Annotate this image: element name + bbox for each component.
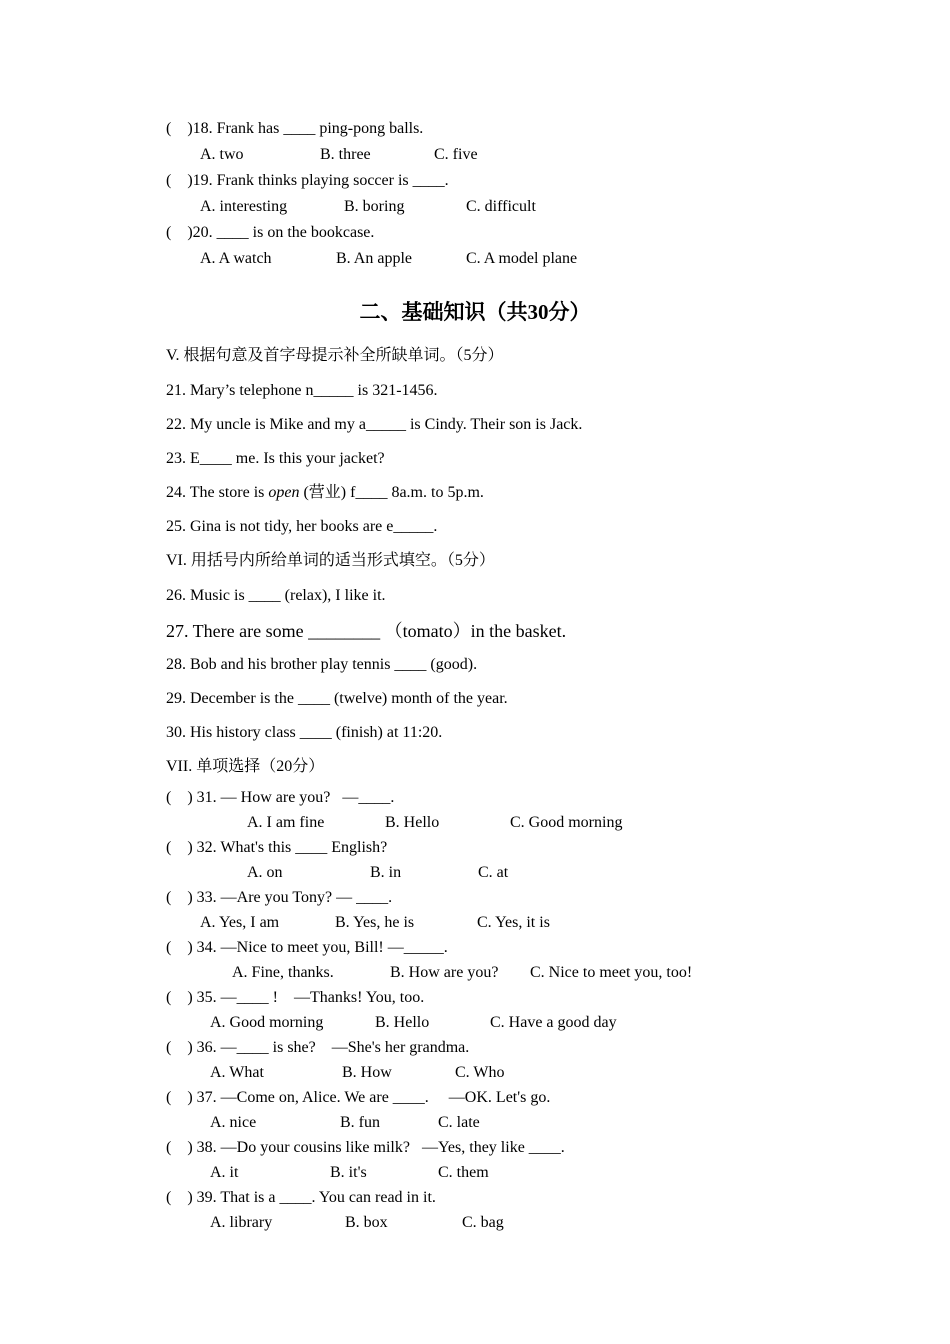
item-row-23 [166, 449, 850, 468]
option-a-39: A. library [210, 1214, 273, 1231]
option-c-34: C. Nice to meet you, too! [530, 964, 693, 981]
item-24-text: (营业) f____ 8a.m. to 5p.m. [299, 484, 484, 501]
option-b-35: B. Hello [375, 1014, 430, 1031]
option-c-32: C. at [478, 864, 509, 881]
option-b-32: B. in [370, 864, 402, 881]
item-27-text: 27. There are some ________ （tomato）in the basket. [166, 621, 567, 641]
option-c-35: C. Have a good day [490, 1014, 617, 1031]
question-row-18: ( )18. Frank has ____ ping-pong balls. [166, 120, 424, 137]
options-row-18 [166, 142, 850, 168]
item-24-italic-word: open [268, 484, 300, 501]
option-a-20: A. A watch [200, 250, 272, 267]
section-vii-title: VII. 单项选择（20分） [166, 758, 325, 775]
option-c-33: C. Yes, it is [477, 914, 550, 931]
options-row-31 [166, 810, 850, 835]
item-23-text: 23. E____ me. Is this your jacket? [166, 450, 385, 467]
option-a-18: A. two [200, 146, 244, 163]
option-a-32: A. on [247, 864, 283, 881]
option-a-19: A. interesting [200, 198, 288, 215]
question-row-35: ( ) 35. —____ ! —Thanks! You, too. [166, 989, 425, 1006]
question-row-39: ( ) 39. That is a ____. You can read in it. [166, 1189, 436, 1206]
section-vii [0, 757, 950, 1235]
listening-questions-section [0, 116, 950, 272]
option-b-38: B. it's [330, 1164, 367, 1181]
item-row-30 [166, 723, 850, 742]
question-row-32: ( ) 32. What's this ____ English? [166, 839, 388, 856]
options-row-36 [166, 1060, 850, 1085]
option-b-36: B. How [342, 1064, 392, 1081]
question-row-38: ( ) 38. —Do your cousins like milk? —Yes, they like ____. [166, 1139, 565, 1156]
option-c-31: C. Good morning [510, 814, 623, 831]
option-c-37: C. late [438, 1114, 480, 1131]
option-c-36: C. Who [455, 1064, 505, 1081]
section-v-title: V. 根据句意及首字母提示补全所缺单词。（5分） [166, 347, 504, 364]
question-row-31: ( ) 31. — How are you? —____. [166, 789, 395, 806]
option-b-33: B. Yes, he is [335, 914, 415, 931]
section-vi [0, 551, 950, 742]
question-row-33: ( ) 33. —Are you Tony? — ____. [166, 889, 393, 906]
options-row-39 [166, 1210, 850, 1235]
option-c-19: C. difficult [466, 198, 536, 215]
section-heading: 二、基础知识（共30分） [359, 300, 591, 324]
section-v [0, 346, 950, 536]
item-25-text: 25. Gina is not tidy, her books are e_____. [166, 518, 438, 535]
options-row-38 [166, 1160, 850, 1185]
option-c-38: C. them [438, 1164, 489, 1181]
question-row-20: ( )20. ____ is on the bookcase. [166, 224, 375, 241]
item-row-29 [166, 689, 850, 708]
options-row-35 [166, 1010, 850, 1035]
item-row-25 [166, 517, 850, 536]
options-row-32 [166, 860, 850, 885]
option-a-34: A. Fine, thanks. [232, 964, 334, 981]
option-b-31: B. Hello [385, 814, 440, 831]
option-b-34: B. How are you? [390, 964, 499, 981]
item-22-text: 22. My uncle is Mike and my a_____ is Cindy. Their son is Jack. [166, 416, 583, 433]
question-row-19: ( )19. Frank thinks playing soccer is ____. [166, 172, 449, 189]
item-24-text: 24. The store is [166, 484, 269, 501]
question-row-34: ( ) 34. —Nice to meet you, Bill! —_____. [166, 939, 448, 956]
option-b-20: B. An apple [336, 250, 412, 267]
item-row-28 [166, 655, 850, 674]
item-26-text: 26. Music is ____ (relax), I like it. [166, 587, 386, 604]
question-row-36: ( ) 36. —____ is she? —She's her grandma. [166, 1039, 470, 1056]
option-c-20: C. A model plane [466, 250, 578, 267]
item-row-21 [166, 381, 850, 400]
item-row-27 [166, 620, 850, 642]
question-row-37: ( ) 37. —Come on, Alice. We are ____. —OK. Let's go. [166, 1089, 551, 1106]
options-row-34 [166, 960, 850, 985]
option-a-31: A. I am fine [247, 814, 325, 831]
item-21-text: 21. Mary’s telephone n_____ is 321-1456. [166, 382, 438, 399]
item-row-24 [166, 483, 850, 502]
item-row-26 [166, 586, 850, 605]
options-row-37 [166, 1110, 850, 1135]
option-a-33: A. Yes, I am [200, 914, 280, 931]
option-a-35: A. Good morning [210, 1014, 324, 1031]
option-a-38: A. it [210, 1164, 239, 1181]
option-b-19: B. boring [344, 198, 405, 215]
item-30-text: 30. His history class ____ (finish) at 11:20. [166, 724, 443, 741]
options-row-20 [166, 246, 850, 272]
item-row-22 [166, 415, 850, 434]
item-29-text: 29. December is the ____ (twelve) month of the year. [166, 690, 508, 707]
option-b-39: B. box [345, 1214, 388, 1231]
item-28-text: 28. Bob and his brother play tennis ____ (good). [166, 656, 478, 673]
option-b-37: B. fun [340, 1114, 380, 1131]
option-c-39: C. bag [462, 1214, 504, 1231]
option-a-36: A. What [210, 1064, 264, 1081]
option-b-18: B. three [320, 146, 371, 163]
options-row-33 [166, 910, 850, 935]
option-a-37: A. nice [210, 1114, 257, 1131]
option-c-18: C. five [434, 146, 478, 163]
section-vi-title: VI. 用括号内所给单词的适当形式填空。（5分） [166, 552, 495, 569]
options-row-19 [166, 194, 850, 220]
